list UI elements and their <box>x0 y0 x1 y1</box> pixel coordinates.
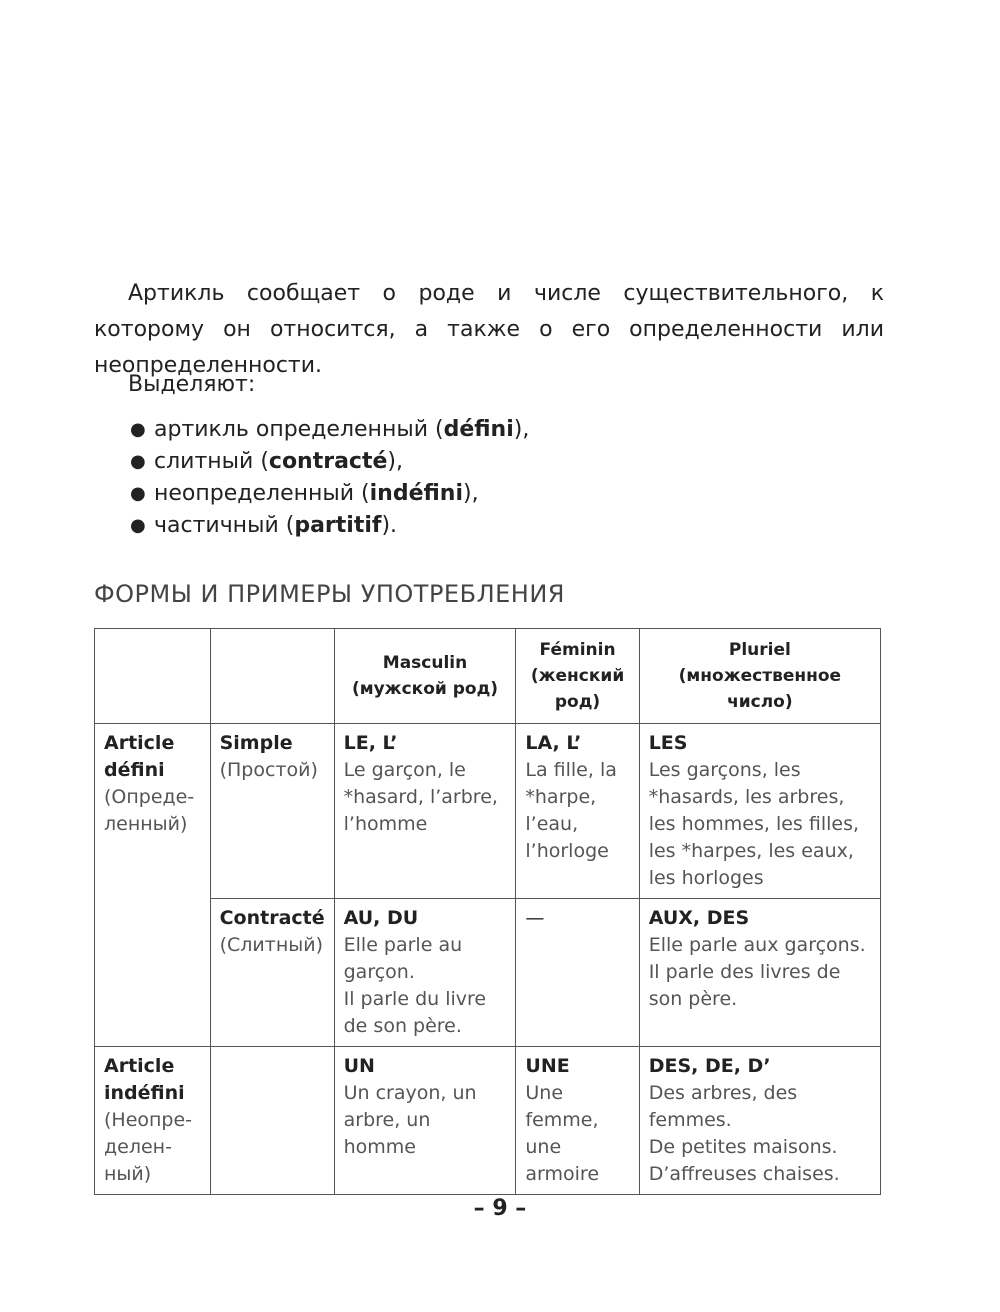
header-pluriel: Pluriel (множественное число) <box>639 629 880 724</box>
simple-pluriel-cell <box>639 724 880 899</box>
list-item <box>128 478 529 510</box>
header-empty-cell <box>210 629 334 724</box>
subtype-label-ru: (Простой) <box>219 759 318 781</box>
contracte-pluriel-cell <box>639 899 880 1047</box>
row-label-ru: (Неопре-делен-ный) <box>104 1109 193 1185</box>
examples: Une femme, une armoire <box>525 1082 600 1185</box>
article-form: LES <box>648 732 688 754</box>
list-item-term: indéfini <box>369 481 464 506</box>
contracte-cell <box>210 899 334 1047</box>
empty-cell <box>210 1047 334 1195</box>
simple-feminin-cell <box>516 724 639 899</box>
page-number: – 9 – <box>473 1196 527 1221</box>
article-form: LE, L’ <box>343 732 398 754</box>
examples: Elle parle aux garçons. <box>648 934 866 956</box>
examples: Un crayon, un arbre, un homme <box>343 1082 477 1158</box>
article-defini-cell-continued <box>95 899 211 1047</box>
article-form: AU, DU <box>343 907 419 929</box>
simple-cell <box>210 724 334 899</box>
list-item-prefix: слитный ( <box>154 449 269 474</box>
article-types-list <box>128 414 529 542</box>
article-form: AUX, DES <box>648 907 750 929</box>
header-feminin: Féminin (женский род) <box>516 629 639 724</box>
subtype-label: Contracté <box>219 907 325 929</box>
examples: Les garçons, les *hasards, les arbres, les hommes, les filles, les *harpes, les eaux, les horloges <box>648 759 860 889</box>
list-item-suffix: ), <box>513 417 530 442</box>
article-defini-cell <box>95 724 211 899</box>
examples: Il parle du livre de son père. <box>343 988 487 1037</box>
examples: Elle parle au garçon. <box>343 934 463 983</box>
list-item-term: contracté <box>268 449 388 474</box>
row-label: Article défini <box>104 732 175 781</box>
indefini-pluriel-cell <box>639 1047 880 1195</box>
list-item-suffix: ). <box>381 513 398 538</box>
examples: Des arbres, des femmes. <box>648 1082 798 1131</box>
section-title: ФОРМЫ И ПРИМЕРЫ УПОТРЕБЛЕНИЯ <box>94 580 565 608</box>
list-item-prefix: неопределенный ( <box>154 481 370 506</box>
bullet-icon: ● <box>130 419 146 440</box>
table-row <box>95 1047 881 1195</box>
dash: — <box>525 907 545 929</box>
subtype-label-ru: (Слитный) <box>219 934 324 956</box>
list-item <box>128 414 529 446</box>
article-form: LA, L’ <box>525 732 582 754</box>
article-indefini-cell <box>95 1047 211 1195</box>
examples: D’affreuses chaises. <box>648 1163 840 1185</box>
examples: Le garçon, le *hasard, l’arbre, l’homme <box>343 759 498 835</box>
intro-text: Артикль сообщает о роде и числе существительного, к которому он относится, а также о его определенности или неопределенности. <box>94 281 884 378</box>
bullet-icon: ● <box>130 483 146 504</box>
bullet-icon: ● <box>130 451 146 472</box>
row-label-ru: (Опреде-ленный) <box>104 786 195 835</box>
indefini-masculin-cell <box>334 1047 516 1195</box>
table-row <box>95 899 881 1047</box>
table-header-row <box>95 629 881 724</box>
articles-table <box>94 628 881 1195</box>
article-form: UN <box>343 1055 375 1077</box>
table-row <box>95 724 881 899</box>
subtype-label: Simple <box>219 732 293 754</box>
row-label: Article indéfini <box>104 1055 185 1104</box>
list-item-prefix: частичный ( <box>154 513 295 538</box>
intro-paragraph <box>94 276 884 384</box>
examples: De petites maisons. <box>648 1136 838 1158</box>
list-item-suffix: ), <box>463 481 479 506</box>
article-form: DES, DE, D’ <box>648 1055 771 1077</box>
list-item <box>128 510 529 542</box>
list-item-suffix: ), <box>387 449 403 474</box>
contracte-masculin-cell <box>334 899 516 1047</box>
types-intro-label: Выделяют: <box>128 372 256 397</box>
examples: Il parle des livres de son père. <box>648 961 841 1010</box>
list-item <box>128 446 529 478</box>
list-item-term: défini <box>443 417 514 442</box>
simple-masculin-cell <box>334 724 516 899</box>
list-item-prefix: артикль определенный ( <box>154 417 444 442</box>
examples: La fille, la *harpe, l’eau, l’horloge <box>525 759 617 862</box>
bullet-icon: ● <box>130 515 146 536</box>
contracte-feminin-cell <box>516 899 639 1047</box>
article-form: UNE <box>525 1055 570 1077</box>
indefini-feminin-cell <box>516 1047 639 1195</box>
header-masculin: Masculin (мужской род) <box>334 629 516 724</box>
header-empty-cell <box>95 629 211 724</box>
list-item-term: partitif <box>294 513 382 538</box>
